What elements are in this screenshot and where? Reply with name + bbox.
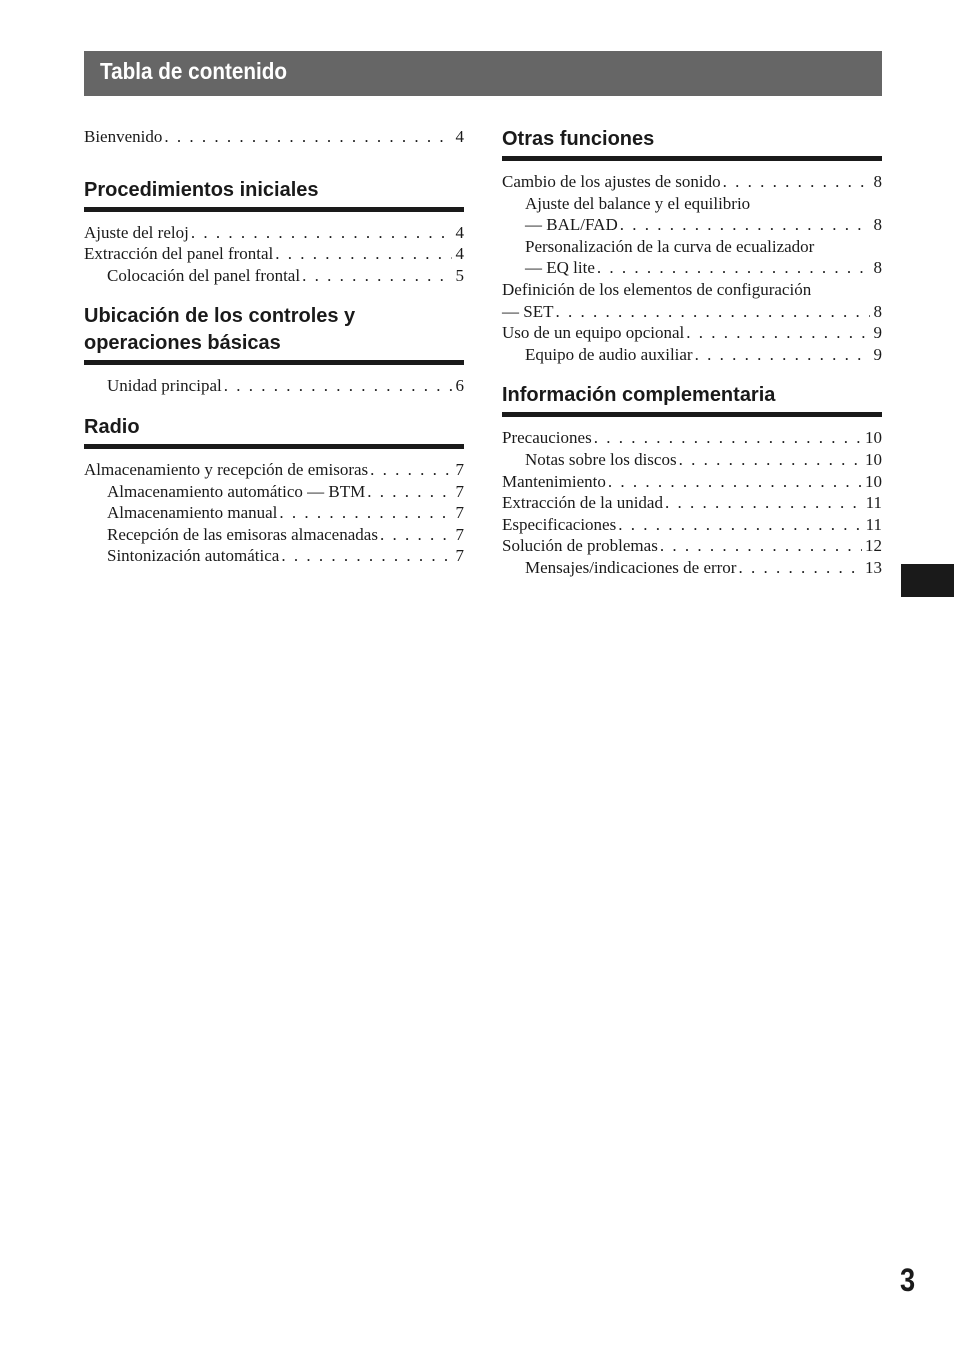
dot-leader [594,427,862,449]
toc-entry-page: 10 [865,449,882,469]
toc-entry[interactable] [84,545,464,567]
toc-entry-page: 6 [455,376,464,396]
dot-leader [275,243,452,265]
dot-leader [738,557,862,579]
toc-entry[interactable] [84,222,464,244]
dot-leader [620,214,870,236]
toc-entry-page: 7 [455,481,464,501]
dot-leader [281,545,452,567]
toc-entry-page: 11 [865,493,882,513]
toc-entry-page: 7 [455,546,464,566]
toc-entry[interactable] [502,301,882,323]
dot-leader [302,265,452,287]
dot-leader [618,514,862,536]
dot-leader [191,222,452,244]
toc-entry-bienvenido[interactable] [84,126,464,148]
toc-entry[interactable] [502,171,882,193]
section-heading: Información complementaria [502,382,882,417]
toc-section-procedimientos [84,177,464,287]
toc-entry-text: Solución de problemas [502,536,658,556]
toc-entry-text: — SET [502,301,554,321]
toc-right-column [502,126,882,579]
dot-leader [367,481,452,503]
toc-entry-text: Equipo de audio auxiliar [525,344,693,364]
toc-entry-text: Almacenamiento automático — BTM [107,481,366,501]
toc-entry[interactable] [502,257,882,279]
section-heading: Radio [84,414,464,449]
dot-leader [224,375,452,397]
dot-leader [679,449,862,471]
toc-entry-text: Almacenamiento y recepción de emisoras [84,459,369,479]
toc-entry[interactable] [502,492,882,514]
page-title: Tabla de contenido [100,58,288,84]
toc-entry[interactable] [84,265,464,287]
toc-entry[interactable] [502,279,882,301]
dot-leader [597,257,870,279]
toc-entry-text: Precauciones [502,428,592,448]
section-heading: Otras funciones [502,126,882,161]
section-heading-line1: Ubicación de los controles y [84,305,356,328]
toc-entry-text: — EQ lite [525,258,595,278]
toc-left-column [84,126,464,567]
toc-entry-text: Sintonización automática [107,546,280,566]
toc-entry[interactable] [84,375,464,397]
toc-section-informacion [502,382,882,578]
dot-leader [279,502,452,524]
toc-entry[interactable] [502,193,882,215]
dot-leader [686,322,870,344]
toc-entry-text: Recepción de las emisoras almacenadas [107,524,378,544]
toc-entry-text: Colocación del panel frontal [107,265,301,285]
toc-entry-page: 12 [865,536,882,556]
toc-entry-page: 10 [865,428,882,448]
toc-entry-page: 4 [455,244,464,264]
toc-entry-text: Especificaciones [502,514,617,534]
toc-entry-page: 13 [865,557,882,577]
toc-entry-text: Mantenimiento [502,471,606,491]
toc-entry-text: Ajuste del balance y el equilibrio [525,193,751,213]
toc-entry-page: 7 [455,459,464,479]
toc-entry-text: Mensajes/indicaciones de error [525,557,737,577]
side-tab-marker [901,564,954,597]
toc-entry-text: Ajuste del reloj [84,222,189,242]
toc-section-ubicacion [84,303,464,397]
dot-leader [555,301,870,323]
toc-entry-page: 9 [873,344,882,364]
dot-leader [660,535,862,557]
toc-entry-page: 4 [455,127,464,146]
toc-entry-text: Definición de los elementos de configuración [502,279,812,299]
toc-entry-text: Personalización de la curva de ecualizador [525,236,815,256]
toc-entry[interactable] [502,214,882,236]
section-heading: Procedimientos iniciales [84,177,464,212]
toc-entry[interactable] [502,427,882,449]
toc-entry-text: — BAL/FAD [525,215,618,235]
section-heading [84,303,464,365]
toc-entry-page: 9 [873,323,882,343]
toc-entry[interactable] [84,243,464,265]
toc-entry[interactable] [502,535,882,557]
toc-entry-page: 7 [455,503,464,523]
toc-entry-page: 10 [865,471,882,491]
toc-entry-text: Cambio de los ajustes de sonido [502,172,721,191]
toc-entry[interactable] [84,524,464,546]
toc-entry[interactable] [502,471,882,493]
toc-entry-text: Unidad principal [107,376,222,396]
toc-entry-page: 8 [873,301,882,321]
toc-entry[interactable] [502,514,882,536]
dot-leader [380,524,452,546]
toc-entry-text: Almacenamiento manual [107,503,278,523]
toc-entry-text: Bienvenido [84,127,163,146]
dot-leader [370,459,452,481]
toc-entry-page: 11 [865,514,882,534]
toc-entry[interactable] [502,449,882,471]
page-number: 3 [900,1262,916,1298]
toc-entry[interactable] [502,236,882,258]
toc-entry-page: 5 [455,265,464,285]
dot-leader [695,344,870,366]
toc-entry[interactable] [502,344,882,366]
toc-section-radio [84,414,464,567]
toc-entry[interactable] [84,459,464,481]
title-bar [84,51,882,96]
toc-entry[interactable] [84,502,464,524]
dot-leader [164,126,452,148]
toc-entry[interactable] [502,322,882,344]
toc-entry[interactable] [502,557,882,579]
toc-entry[interactable] [84,481,464,503]
dot-leader [723,171,870,193]
toc-entry-text: Uso de un equipo opcional [502,323,685,343]
section-heading-line2: operaciones básicas [84,332,281,355]
toc-entry-page: 8 [873,172,882,191]
toc-section-otras-funciones [502,126,882,365]
toc-entry-page: 4 [455,222,464,242]
toc-entry-text: Extracción de la unidad [502,493,663,513]
toc-entry-text: Notas sobre los discos [525,449,677,469]
toc-entry-text: Extracción del panel frontal [84,244,274,264]
toc-entry-page: 8 [873,258,882,278]
toc-entry-page: 8 [873,215,882,235]
toc-entry-page: 7 [455,524,464,544]
dot-leader [665,492,863,514]
dot-leader [608,471,862,493]
